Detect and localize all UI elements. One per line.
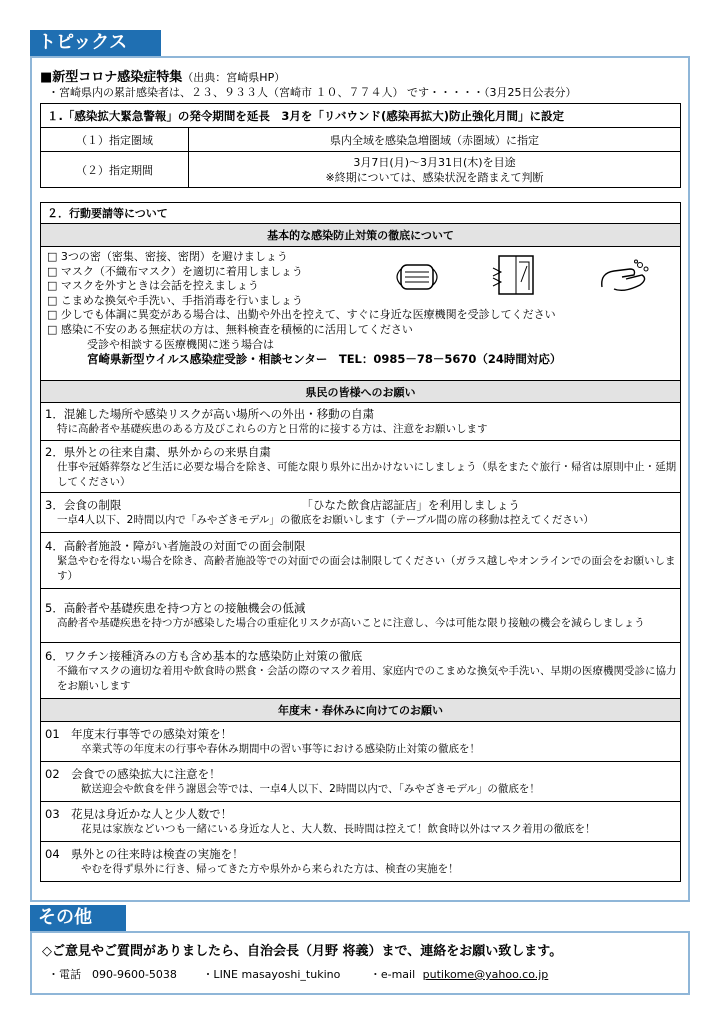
season-detail: 卒業式等の年度末の行事や春休み期間中の習い事等における感染防止対策の徹底を！ [81,743,480,755]
request-detail: 特に高齢者や基礎疾患のある方及びこれらの方と日常的に接する方は、注意をお願いします [57,423,488,435]
request-title-text: 3．会食の制限 [45,498,122,512]
season-detail: 花見は家族などいつも一緒にいる身近な人と、大人数、長時間は控えて！飲食時以外はマスク着用の徹底を！ [81,823,596,835]
special-title [40,66,285,85]
basic-measures-heading: 基本的な感染防止対策の徹底について [41,224,681,247]
request-item [41,441,681,493]
checklist-item: □ 感染に不安のある無症状の方は、無料検査を積極的に活用してください [47,322,413,336]
other-header: その他 [30,905,126,931]
request-detail: 高齢者や基礎疾患を持つ方が感染した場合の重症化リスクが高いことに注意し、今は可能な限り接触の機会を減らしましょう [57,617,645,629]
contact-details [48,966,548,982]
season-detail: 歓送迎会や飲食を伴う謝恩会等では、一卓4人以下、2時間以内で、「みやざきモデル」の徹底を！ [81,783,540,795]
hand-washing-icon [596,259,652,299]
contact-message: ◇ご意見やご質問がありましたら、自治会長（月野 将義）まで、連絡をお願い致します。 [42,944,563,959]
requests-heading: 県民の皆様へのお願い [41,381,681,403]
section2-table [40,202,681,882]
checklist-item: □ こまめな換気や手洗い、手指消毒を行いましょう [47,293,303,307]
email-link[interactable]: putikome@yahoo.co.jp [422,968,549,981]
phone-number: ・電話 090-9600-5038 [48,968,177,981]
section1-title: １.「感染拡大緊急警報」の発令期間を延長 3月を「リバウンド(感染再拡大)防止強化月間」に設定 [41,104,681,128]
consult-note: 受診や相談する医療機関に迷う場合は [87,337,274,351]
checklist-item: □ マスクを外すときは会話を控えましょう [47,279,259,293]
season-detail: やむを得ず県外に行き、帰ってきた方や県外から来られた方は、検査の実施を！ [81,863,459,875]
request-title: 2．県外との往来自粛、県外からの来県自粛 [45,444,271,459]
designated-period-value [189,152,681,188]
request-item [41,533,681,589]
basic-measures-box [41,247,681,381]
season-item [41,762,681,802]
period-dates: 3月7日(月)～3月31日(木)を目途 [353,155,516,169]
window-ventilation-icon [491,252,539,300]
line-id: ・LINE masayoshi_tukino [202,968,341,981]
request-title: 6．ワクチン接種済みの方も含め基本的な感染防止対策の徹底 [45,648,363,663]
request-title: 4．高齢者施設・障がい者施設の対面での面会制限 [45,538,306,553]
request-detail: 不織布マスクの適切な着用や飲食時の黙食・会話の際のマスク着用、家庭内でのこまめな換気や手洗い、早期の医療機関受診に協力をお願いします [57,664,677,692]
request-title: 5．高齢者や基礎疾患を持つ方との接触機会の低減 [45,601,306,615]
season-title: 02 会食での感染拡大に注意を！ [45,767,221,781]
source-note: （出典：宮崎県HP） [182,71,286,84]
season-item [41,722,681,762]
certified-restaurant-note: 「ひなた飲食店認証店」を利用しましょう [301,498,520,512]
email-label: ・e-mail [369,968,416,981]
request-item [41,643,681,699]
topics-header: トピックス [30,30,161,56]
season-title: 04 県外との往来時は検査の実施を！ [45,847,244,861]
request-title: 1．混雑した場所や感染リスクが高い場所への外出・移動の自粛 [45,407,375,421]
request-title [45,498,680,513]
request-detail: 仕事や冠婚葬祭など生活に必要な場合を除き、可能な限り県外に出かけないにしましょう（県をまたぐ旅行・帰省は原則中止・延期してください） [57,460,677,488]
season-item [41,842,681,882]
designated-period-label: （２）指定期間 [41,152,189,188]
checklist-item: □ 3つの密（密集、密接、密閉）を避けましょう [47,250,288,263]
season-title: 01 年度末行事等での感染対策を！ [45,727,233,741]
checklist-item: □ 少しでも体調に異変がある場合は、出勤や外出を控えて、すぐに身近な医療機関を受診してください [47,308,556,322]
section1-table [40,103,681,188]
season-item [41,802,681,842]
request-item [41,493,681,533]
designated-area-value: 県内全域を感染急増圏域（赤圏域）に指定 [189,128,681,152]
request-item [41,589,681,643]
period-note: ※終期については、感染状況を踏まえて判断 [325,170,544,184]
season-heading: 年度末・春休みに向けてのお願い [41,699,681,722]
section2-title: ２．行動要請等について [41,203,681,224]
designated-area-label: （１）指定圏域 [41,128,189,152]
cumulative-cases: ・宮崎県内の累計感染者は、２３、９３３人（宮崎市 １０、７７４人） です・・・・・（3月25日公表分） [48,86,577,99]
checklist-item: □ マスク（不織布マスク）を適切に着用しましょう [47,264,303,278]
mask-icon [391,257,443,297]
season-title: 03 花見は身近かな人と少人数で！ [45,807,233,821]
request-detail: 一卓4人以下、2時間以内で「みやざきモデル」の徹底をお願いします（テーブル間の席の移動は控えてください） [57,514,594,526]
request-item [41,403,681,441]
special-title-text: ■新型コロナ感染症特集 [40,70,183,85]
consult-center: 宮崎県新型ウイルス感染症受診・相談センター TEL：0985－78－5670（24時間対応） [87,352,562,367]
request-detail: 緊急やむを得ない場合を除き、高齢者施設等での対面での面会は制限してください（ガラス越しやオンラインでの面会をお願いします） [57,554,676,582]
